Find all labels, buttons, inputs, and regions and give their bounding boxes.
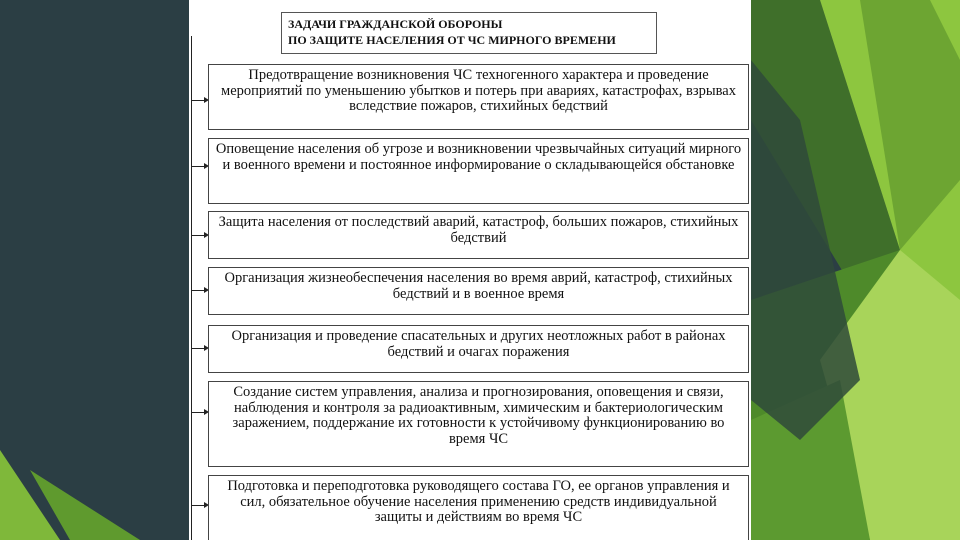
- task-box-3: [208, 211, 749, 259]
- connector-arrow-1: [192, 100, 206, 101]
- title-line-2: ПО ЗАЩИТЕ НАСЕЛЕНИЯ ОТ ЧС МИРНОГО ВРЕМЕНИ: [288, 33, 616, 47]
- connector-arrow-6: [192, 412, 206, 413]
- title-line-1: ЗАДАЧИ ГРАЖДАНСКОЙ ОБОРОНЫ: [288, 17, 503, 31]
- task-text-4: Организация жизнеобеспечения населения во время аврий, катастроф, стихийных бедствий и в военное время: [224, 270, 733, 302]
- task-text-1: Предотвращение возникновения ЧС техногенного характера и проведение мероприятий по уменьшению убытков и потерь при авариях, катастрофах, взрывах вследствие пожаров, стихийных бедствий: [221, 67, 736, 114]
- task-text-6: Создание систем управления, анализа и прогнозирования, оповещения и связи, наблюдения и контроля за радиоактивным, химическим и бактериологическим заражением, поддержание их готовности к устойчивому функционированию во время ЧС: [232, 384, 725, 447]
- task-text-2: Оповещение населения об угрозе и возникновении чрезвычайных ситуаций мирного и военного времени и постоянное информирование о складывающейся обстановке: [215, 141, 742, 173]
- task-box-7: [208, 475, 749, 540]
- connector-arrow-5: [192, 348, 206, 349]
- task-box-1: [208, 64, 749, 130]
- connector-spine: [191, 36, 192, 540]
- task-box-6: [208, 381, 749, 467]
- diagram-title: [281, 12, 657, 54]
- task-box-5: [208, 325, 749, 373]
- task-text-3: Защита населения от последствий аварий, катастроф, больших пожаров, стихийных бедствий: [218, 214, 739, 246]
- connector-arrow-3: [192, 235, 206, 236]
- connector-arrow-7: [192, 505, 206, 506]
- connector-arrow-4: [192, 290, 206, 291]
- task-text-5: Организация и проведение спасательных и других неотложных работ в районах бедствий и очагах поражения: [231, 328, 726, 360]
- task-box-2: [208, 138, 749, 204]
- task-text-7: Подготовка и переподготовка руководящего состава ГО, ее органов управления и сил, обязательное обучение населения применению средств индивидуальной защиты и действиям во время ЧС: [227, 478, 730, 525]
- task-box-4: [208, 267, 749, 315]
- connector-arrow-2: [192, 166, 206, 167]
